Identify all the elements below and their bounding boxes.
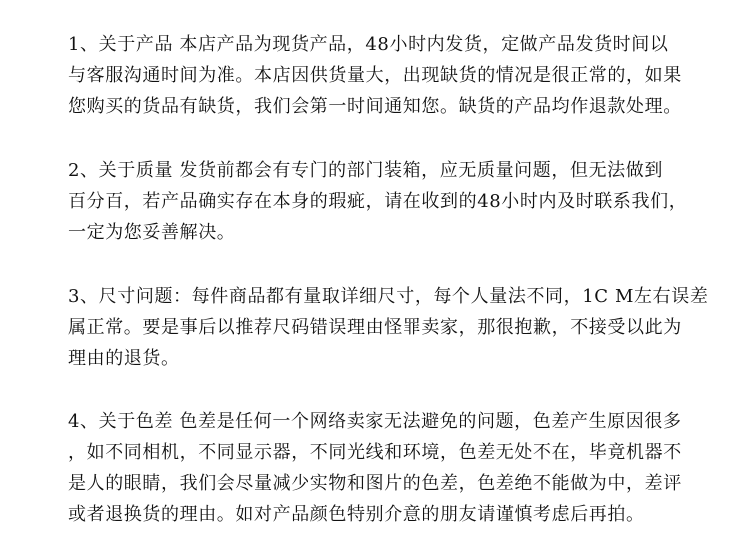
section-product-line-1: 1、关于产品 本店产品为现货产品，48小时内发货，定做产品发货时间以 xyxy=(68,34,669,55)
section-quality-line-3: 一定为您妥善解决。 xyxy=(68,222,236,243)
section-color-line-3: 是人的眼睛，我们会尽量减少实物和图片的色差，色差绝不能做为中，差评 xyxy=(68,473,682,494)
section-product-line-2: 与客服沟通时间为准。本店因供货量大，出现缺货的情况是很正常的，如果 xyxy=(68,65,682,86)
section-color-line-4: 或者退换货的理由。如对产品颜色特别介意的朋友请谨慎考虑后再拍。 xyxy=(68,504,645,525)
section-size-line-3: 理由的退货。 xyxy=(68,348,180,369)
section-product-line-3: 您购买的货品有缺货，我们会第一时间通知您。缺货的产品均作退款处理。 xyxy=(68,96,682,117)
section-quality-line-1: 2、关于质量 发货前都会有专门的部门装箱，应无质量问题，但无法做到 xyxy=(68,160,663,181)
section-quality-line-2: 百分百，若产品确实存在本身的瑕疵，请在收到的48小时内及时联系我们， xyxy=(68,191,688,212)
section-color-line-1: 4、关于色差 色差是任何一个网络卖家无法避免的问题，色差产生原因很多 xyxy=(68,411,682,432)
section-color-line-2: ，如不同相机，不同显示器，不同光线和环境，色差无处不在，毕竟机器不 xyxy=(68,442,682,463)
section-size-line-2: 属正常。要是事后以推荐尺码错误理由怪罪卖家，那很抱歉，不接受以此为 xyxy=(68,317,682,338)
section-size-line-1: 3、尺寸问题：每件商品都有量取详细尺寸，每个人量法不同，1C M左右误差 xyxy=(68,286,709,307)
